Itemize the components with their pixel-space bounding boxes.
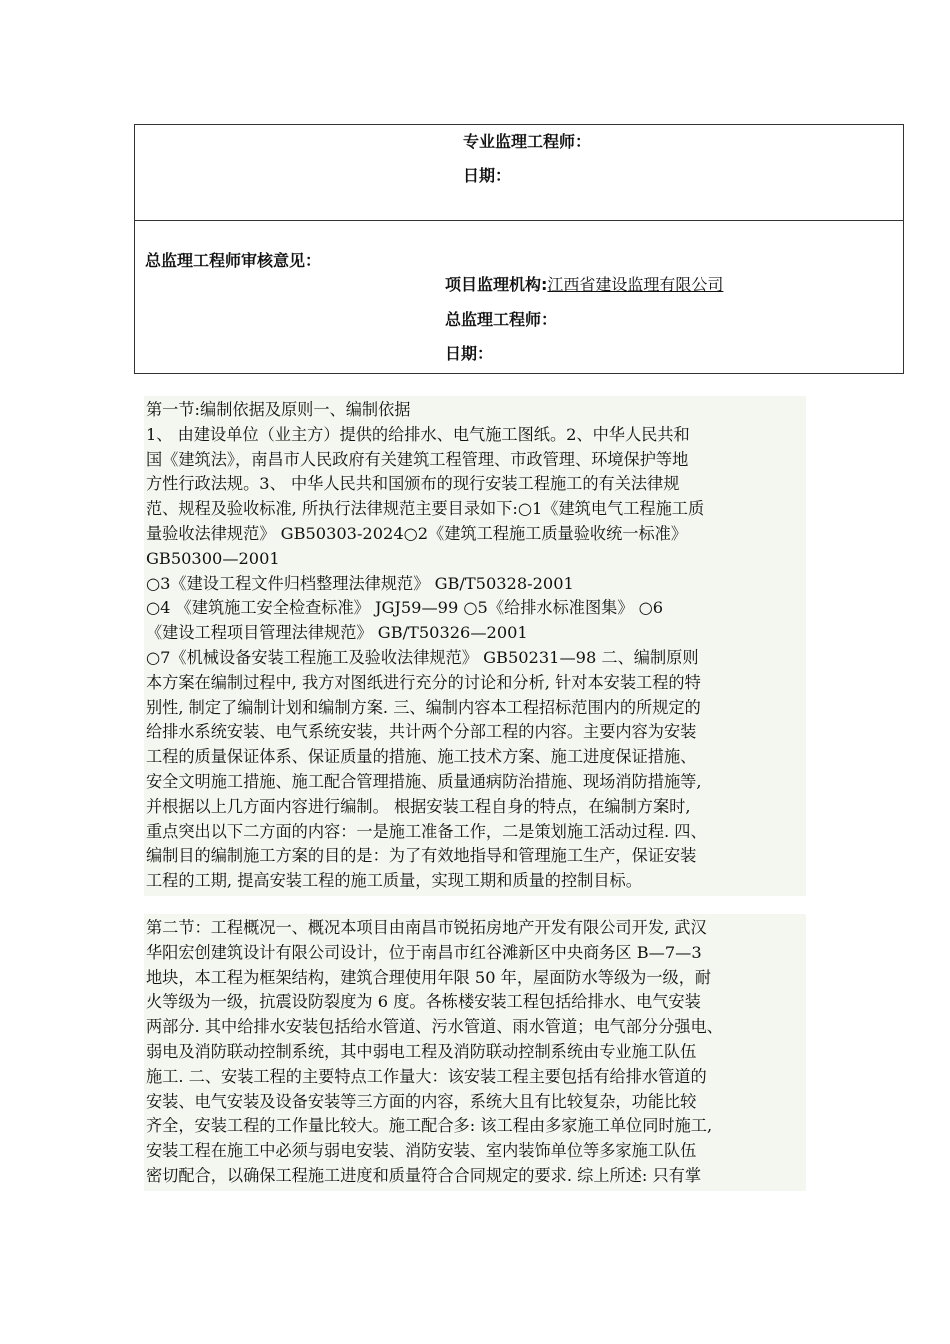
section1-line: GB50300—2001 [146,548,280,568]
section2-line: 弱电及消防联动控制系统，其中弱电工程及消防联动控制系统由专业施工队伍 [146,1041,697,1061]
table-row-divider [135,220,903,221]
section2-line: 火等级为一级，抗震设防裂度为 6 度。各栋楼安装工程包括给排水、电气安装 [146,992,701,1012]
section1-line: 给排水系统安装、电气系统安装，共计两个分部工程的内容。主要内容为安装 [146,722,697,742]
section1-line: 并根据以上几方面内容进行编制。 根据安装工程自身的特点，在编制方案时, [146,796,691,816]
supervision-org-value: 江西省建设监理有限公司 [547,275,724,294]
chief-engineer-label: 总监理工程师： [445,310,558,329]
section1-line: 编制目的编制施工方案的目的是：为了有效地指导和管理施工生产，保证安装 [146,846,697,866]
section1-line: 安全文明施工措施、施工配合管理措施、质量通病防治措施、现场消防措施等, [146,771,702,791]
chief-review-label: 总监理工程师审核意见： [145,251,322,270]
section1-line: 量验收法律规范》 GB50303-2024○2《建筑工程施工质量验收统一标准》 [146,523,688,543]
section1-line: 本方案在编制过程中, 我方对图纸进行充分的讨论和分析, 针对本安装工程的特 [146,672,701,692]
section1-line: ○3《建设工程文件归档整理法律规范》 GB/T50328-2001 [146,573,574,593]
supervision-org-row [445,272,723,295]
section1-line: 别性, 制定了编制计划和编制方案. 三、编制内容本工程招标范围内的所规定的 [146,697,701,717]
section1-line: 国《建筑法》，南昌市人民政府有关建筑工程管理、市政管理、环境保护等地 [146,449,689,469]
approval-form-table [134,124,904,374]
section2-line: 地块，本工程为框架结构，建筑合理使用年限 50 年，屋面防水等级为一级，耐 [146,967,712,987]
section2-paragraph [144,914,806,1191]
section1-line: 《建设工程项目管理法律规范》 GB/T50326—2001 [146,623,528,643]
supervision-org-label: 项目监理机构: [445,275,548,294]
section1-line: ○7《机械设备安装工程施工及验收法律规范》 GB50231—98 二、编制原则 [146,647,699,667]
section2-line: 安装、电气安装及设备安装等三方面的内容，系统大且有比较复杂，功能比较 [146,1091,697,1111]
section1-line: 重点突出以下二方面的内容：一是施工准备工作，二是策划施工活动过程. 四、 [146,821,707,841]
section2-line: 施工. 二、安装工程的主要特点工作量大：该安装工程主要包括有给排水管道的 [146,1066,707,1086]
section2-line: 两部分. 其中给排水安装包括给水管道、污水管道、雨水管道；电气部分分强电、 [146,1017,723,1037]
section2-line: 华阳宏创建筑设计有限公司设计，位于南昌市红谷滩新区中央商务区 B—7—3 [146,942,702,962]
section1-line: 方性行政法规。3、 中华人民共和国颁布的现行安装工程施工的有关法律规 [146,474,680,494]
specialist-date-label: 日期： [463,166,512,185]
section2-line: 密切配合，以确保工程施工进度和质量符合合同规定的要求. 综上所述: 只有掌 [146,1165,702,1185]
section1-line: 第一节:编制依据及原则一、编制依据 [146,400,411,419]
chief-date-label: 日期： [445,344,494,363]
section1-paragraph [144,396,806,896]
section2-line: 齐全，安装工程的工作量比较大。施工配合多: 该工程由多家施工单位同时施工, [146,1116,713,1136]
section2-line: 第二节：工程概况一、概况本项目由南昌市锐拓房地产开发有限公司开发, 武汉 [146,918,707,937]
section1-line: ○4 《建筑施工安全检查标准》 JGJ59—99 ○5《给排水标准图集》 ○6 [146,598,664,618]
specialist-engineer-label: 专业监理工程师： [463,132,592,151]
section2-line: 安装工程在施工中必须与弱电安装、消防安装、室内装饰单位等多家施工队伍 [146,1141,697,1161]
section1-line: 工程的质量保证体系、保证质量的措施、施工技术方案、施工进度保证措施、 [146,747,697,767]
section1-line: 1、 由建设单位（业主方）提供的给排水、电气施工图纸。2、中华人民共和 [146,424,690,444]
section1-line: 范、规程及验收标准, 所执行法律规范主要目录如下:○1《建筑电气工程施工质 [146,499,705,519]
section1-line: 工程的工期, 提高安装工程的施工质量，实现工期和质量的控制目标。 [146,871,642,891]
